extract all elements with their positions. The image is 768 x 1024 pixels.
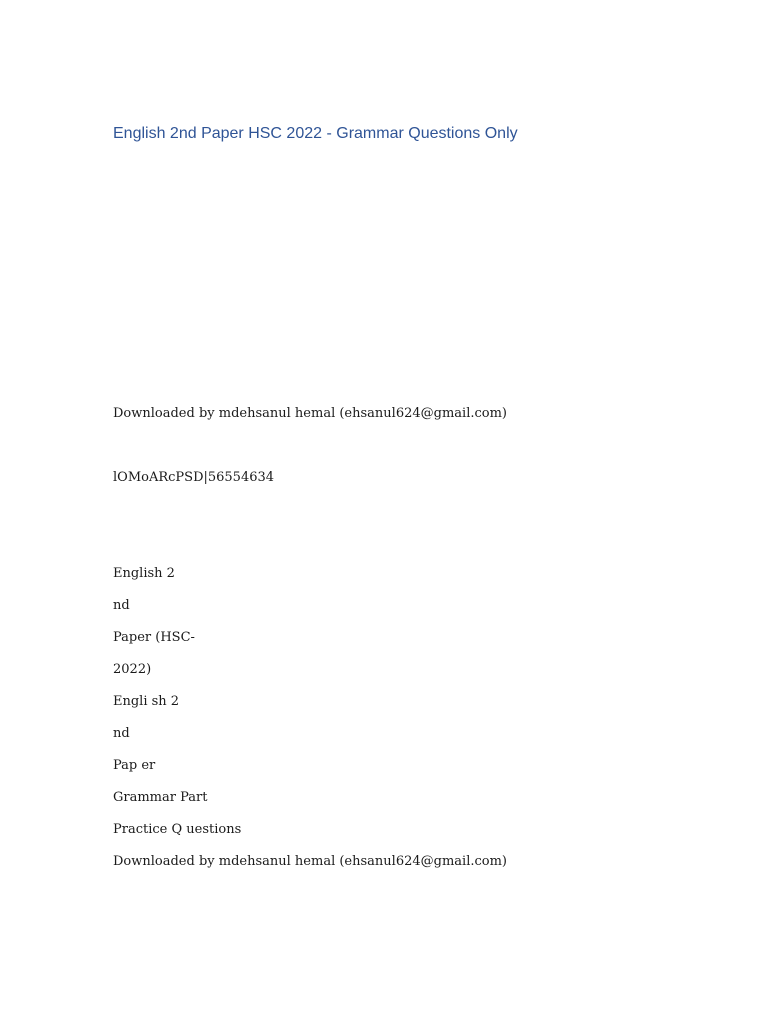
body-line: Engli sh 2 — [113, 694, 180, 709]
body-line: nd — [113, 726, 130, 741]
document-id: lOMoARcPSD|56554634 — [113, 470, 275, 485]
body-line: 2022) — [113, 662, 152, 677]
body-line: Practice Q uestions — [113, 822, 242, 837]
body-line: nd — [113, 598, 130, 613]
body-line: Grammar Part — [113, 790, 208, 805]
download-notice-bottom: Downloaded by mdehsanul hemal (ehsanul624@gmail.com) — [113, 854, 507, 869]
body-line: Paper (HSC- — [113, 630, 195, 645]
body-line: English 2 — [113, 566, 175, 581]
document-title: English 2nd Paper HSC 2022 - Grammar Questions Only — [113, 125, 518, 142]
body-line: Pap er — [113, 758, 156, 773]
download-notice-top: Downloaded by mdehsanul hemal (ehsanul624@gmail.com) — [113, 406, 507, 421]
